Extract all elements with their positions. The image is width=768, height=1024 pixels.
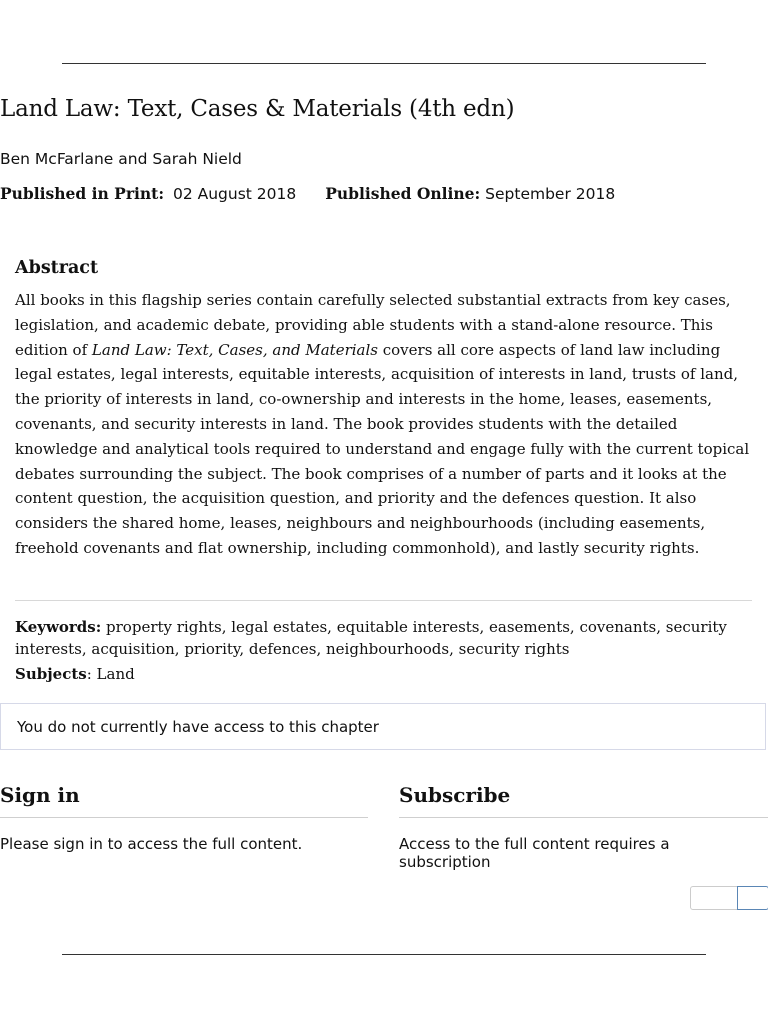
top-divider bbox=[62, 63, 706, 64]
sign-in-divider bbox=[0, 817, 368, 818]
subscribe-heading: Subscribe bbox=[399, 783, 511, 807]
keywords-value: property rights, legal estates, equitable interests, easements, covenants, security interests, acquisition, priority, defences, neighbourhoods, security rights bbox=[15, 618, 727, 658]
control-button-group bbox=[690, 886, 768, 910]
subject-land-link[interactable]: Land bbox=[96, 665, 135, 683]
access-notice: You do not currently have access to this chapter bbox=[0, 703, 766, 750]
abstract-book-title: Land Law: Text, Cases, and Materials bbox=[91, 340, 378, 359]
abstract-text-part-1: All books in this flagship series contain carefully selected substantial extracts from key cases, legislation, and academic debate, providing able students with a stand-alone resource. This edition of bbox=[15, 291, 731, 359]
abstract-heading: Abstract bbox=[15, 258, 99, 278]
published-online-date: September 2018 bbox=[485, 185, 616, 203]
published-print-label: Published in Print: bbox=[0, 184, 165, 203]
subjects-colon: : bbox=[86, 665, 97, 683]
subjects bbox=[15, 664, 135, 686]
publication-info bbox=[0, 184, 615, 203]
book-authors: Ben McFarlane and Sarah Nield bbox=[0, 150, 242, 168]
abstract-text bbox=[15, 288, 760, 561]
keywords-label: Keywords: bbox=[15, 618, 102, 636]
subscribe-divider bbox=[399, 817, 768, 818]
sign-in-heading: Sign in bbox=[0, 783, 80, 807]
subjects-label: Subjects bbox=[15, 665, 87, 683]
control-button-left[interactable] bbox=[690, 886, 740, 910]
control-button-right[interactable] bbox=[737, 886, 768, 910]
published-print-date: 02 August 2018 bbox=[172, 185, 297, 203]
abstract-text-part-2: covers all core aspects of land law including legal estates, legal interests, equitable interests, acquisition of interests in land, trusts of land, the priority of interests in land, co-ownership and interests in the home, leases, easements, covenants, and security interests in land. The book provides students with the detailed knowledge and analytical tools required to understand and engage fully with the current topical debates surrounding the subject. The book comprises of a number of parts and it looks at the content question, the acquisition question, and priority and the defences question. It also considers the shared home, leases, neighbours and neighbourhoods (including easements, freehold covenants and flat ownership, including commonhold), and lastly security rights. bbox=[15, 340, 750, 557]
keywords bbox=[15, 617, 760, 660]
sign-in-text: Please sign in to access the full content. bbox=[0, 835, 303, 853]
published-online-label: Published Online: bbox=[325, 184, 481, 203]
subscribe-text: Access to the full content requires a subscription bbox=[399, 835, 670, 871]
bottom-divider bbox=[62, 954, 706, 955]
keywords-divider bbox=[15, 600, 752, 601]
book-title: Land Law: Text, Cases & Materials (4th edn) bbox=[0, 96, 515, 122]
